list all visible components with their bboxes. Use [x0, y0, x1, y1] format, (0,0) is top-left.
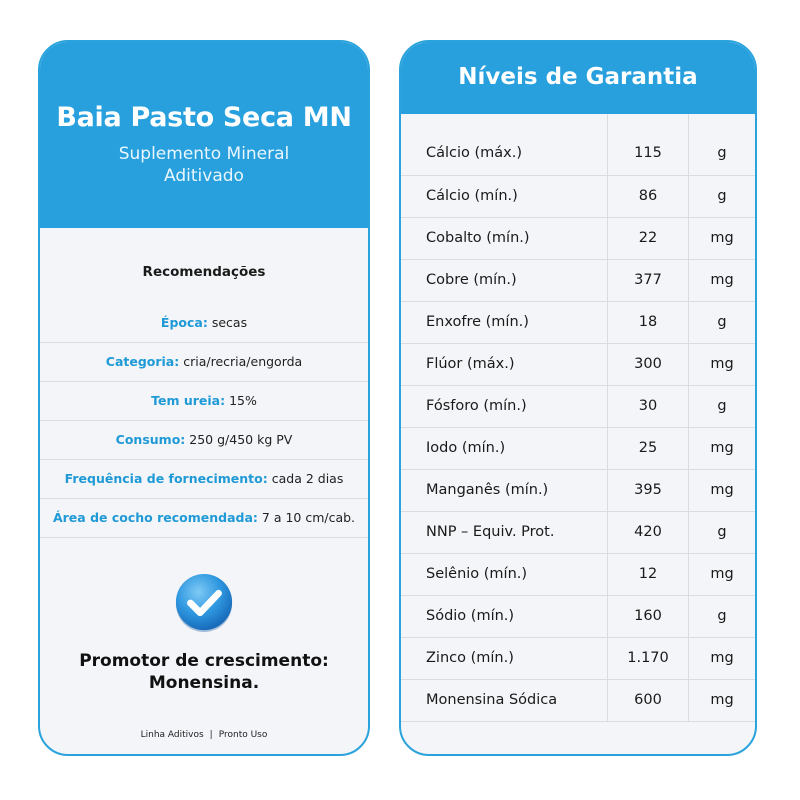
recommendation-label: Consumo:: [115, 432, 186, 447]
recommendation-label: Tem ureia:: [151, 393, 226, 408]
growth-promoter: [40, 650, 368, 694]
level-value: 22: [608, 217, 689, 259]
product-line-footer: [40, 730, 368, 740]
level-unit: mg: [689, 469, 756, 511]
level-name: Cobalto (mín.): [401, 217, 608, 259]
level-row: [401, 427, 755, 469]
promoter-line-2: Monensina.: [148, 673, 260, 693]
subtitle-line-2: Aditivado: [164, 166, 244, 186]
promoter-line-1: Promotor de crescimento:: [79, 651, 329, 671]
recommendation-value: cria/recria/engorda: [183, 354, 303, 369]
level-row: [401, 301, 755, 343]
level-name: Fósforo (mín.): [401, 385, 608, 427]
level-row: [401, 469, 755, 511]
level-unit: mg: [689, 427, 756, 469]
level-unit: g: [689, 301, 756, 343]
level-value: 30: [608, 385, 689, 427]
recommendation-label: Área de cocho recomendada:: [52, 510, 258, 525]
recommendation-row: [40, 421, 368, 460]
level-name: Cálcio (máx.): [401, 114, 608, 175]
level-value: 115: [608, 114, 689, 175]
level-row: [401, 114, 755, 175]
recommendation-row: [40, 304, 368, 343]
level-unit: mg: [689, 343, 756, 385]
recommendation-value: cada 2 dias: [271, 471, 344, 486]
level-value: 300: [608, 343, 689, 385]
recommendation-label: Categoria:: [105, 354, 180, 369]
level-unit: mg: [689, 217, 756, 259]
level-row: [401, 343, 755, 385]
recommendations-list: [40, 304, 368, 538]
level-value: 18: [608, 301, 689, 343]
recommendations-title: Recomendações: [142, 264, 266, 280]
level-name: Selênio (mín.): [401, 553, 608, 595]
level-value: 86: [608, 175, 689, 217]
level-unit: g: [689, 511, 756, 553]
recommendation-row: [40, 343, 368, 382]
level-unit: mg: [689, 679, 756, 721]
footer-left: Linha Aditivos: [140, 730, 204, 740]
level-value: 25: [608, 427, 689, 469]
level-value: 395: [608, 469, 689, 511]
level-unit: mg: [689, 637, 756, 679]
recommendation-value: 7 a 10 cm/cab.: [261, 510, 356, 525]
footer-separator: |: [209, 730, 213, 740]
recommendation-value: secas: [211, 315, 248, 330]
level-row: [401, 553, 755, 595]
level-name: Iodo (mín.): [401, 427, 608, 469]
level-row: [401, 595, 755, 637]
level-row: [401, 637, 755, 679]
level-value: 1.170: [608, 637, 689, 679]
level-row: [401, 217, 755, 259]
level-unit: g: [689, 175, 756, 217]
check-circle-icon: [173, 572, 235, 634]
level-row: [401, 511, 755, 553]
product-header: [40, 42, 368, 228]
check-badge: [40, 572, 368, 638]
level-unit: mg: [689, 259, 756, 301]
guarantee-levels-card: [399, 40, 757, 756]
level-name: Sódio (mín.): [401, 595, 608, 637]
level-value: 160: [608, 595, 689, 637]
level-value: 420: [608, 511, 689, 553]
recommendation-label: Época:: [160, 315, 208, 330]
level-row: [401, 385, 755, 427]
levels-table: [401, 114, 755, 722]
level-name: Cálcio (mín.): [401, 175, 608, 217]
product-subtitle: [40, 143, 368, 187]
level-name: Manganês (mín.): [401, 469, 608, 511]
level-value: 377: [608, 259, 689, 301]
product-card: [38, 40, 370, 756]
level-unit: g: [689, 114, 756, 175]
recommendation-row: [40, 382, 368, 421]
level-value: 600: [608, 679, 689, 721]
level-row: [401, 175, 755, 217]
levels-title: Níveis de Garantia: [401, 42, 755, 114]
level-name: Cobre (mín.): [401, 259, 608, 301]
level-name: Flúor (máx.): [401, 343, 608, 385]
level-row: [401, 259, 755, 301]
recommendation-row: [40, 460, 368, 499]
recommendation-value: 15%: [229, 393, 257, 408]
level-name: Zinco (mín.): [401, 637, 608, 679]
footer-right: Pronto Uso: [218, 730, 268, 740]
level-unit: mg: [689, 553, 756, 595]
level-name: Monensina Sódica: [401, 679, 608, 721]
recommendation-row: [40, 499, 368, 538]
recommendation-label: Frequência de fornecimento:: [64, 471, 268, 486]
level-name: NNP – Equiv. Prot.: [401, 511, 608, 553]
levels-table-body: [401, 114, 755, 721]
product-title: Baia Pasto Seca MN: [56, 102, 352, 133]
level-name: Enxofre (mín.): [401, 301, 608, 343]
level-value: 12: [608, 553, 689, 595]
level-unit: g: [689, 385, 756, 427]
level-unit: g: [689, 595, 756, 637]
level-row: [401, 679, 755, 721]
subtitle-line-1: Suplemento Mineral: [118, 144, 290, 164]
recommendation-value: 250 g/450 kg PV: [189, 432, 293, 447]
